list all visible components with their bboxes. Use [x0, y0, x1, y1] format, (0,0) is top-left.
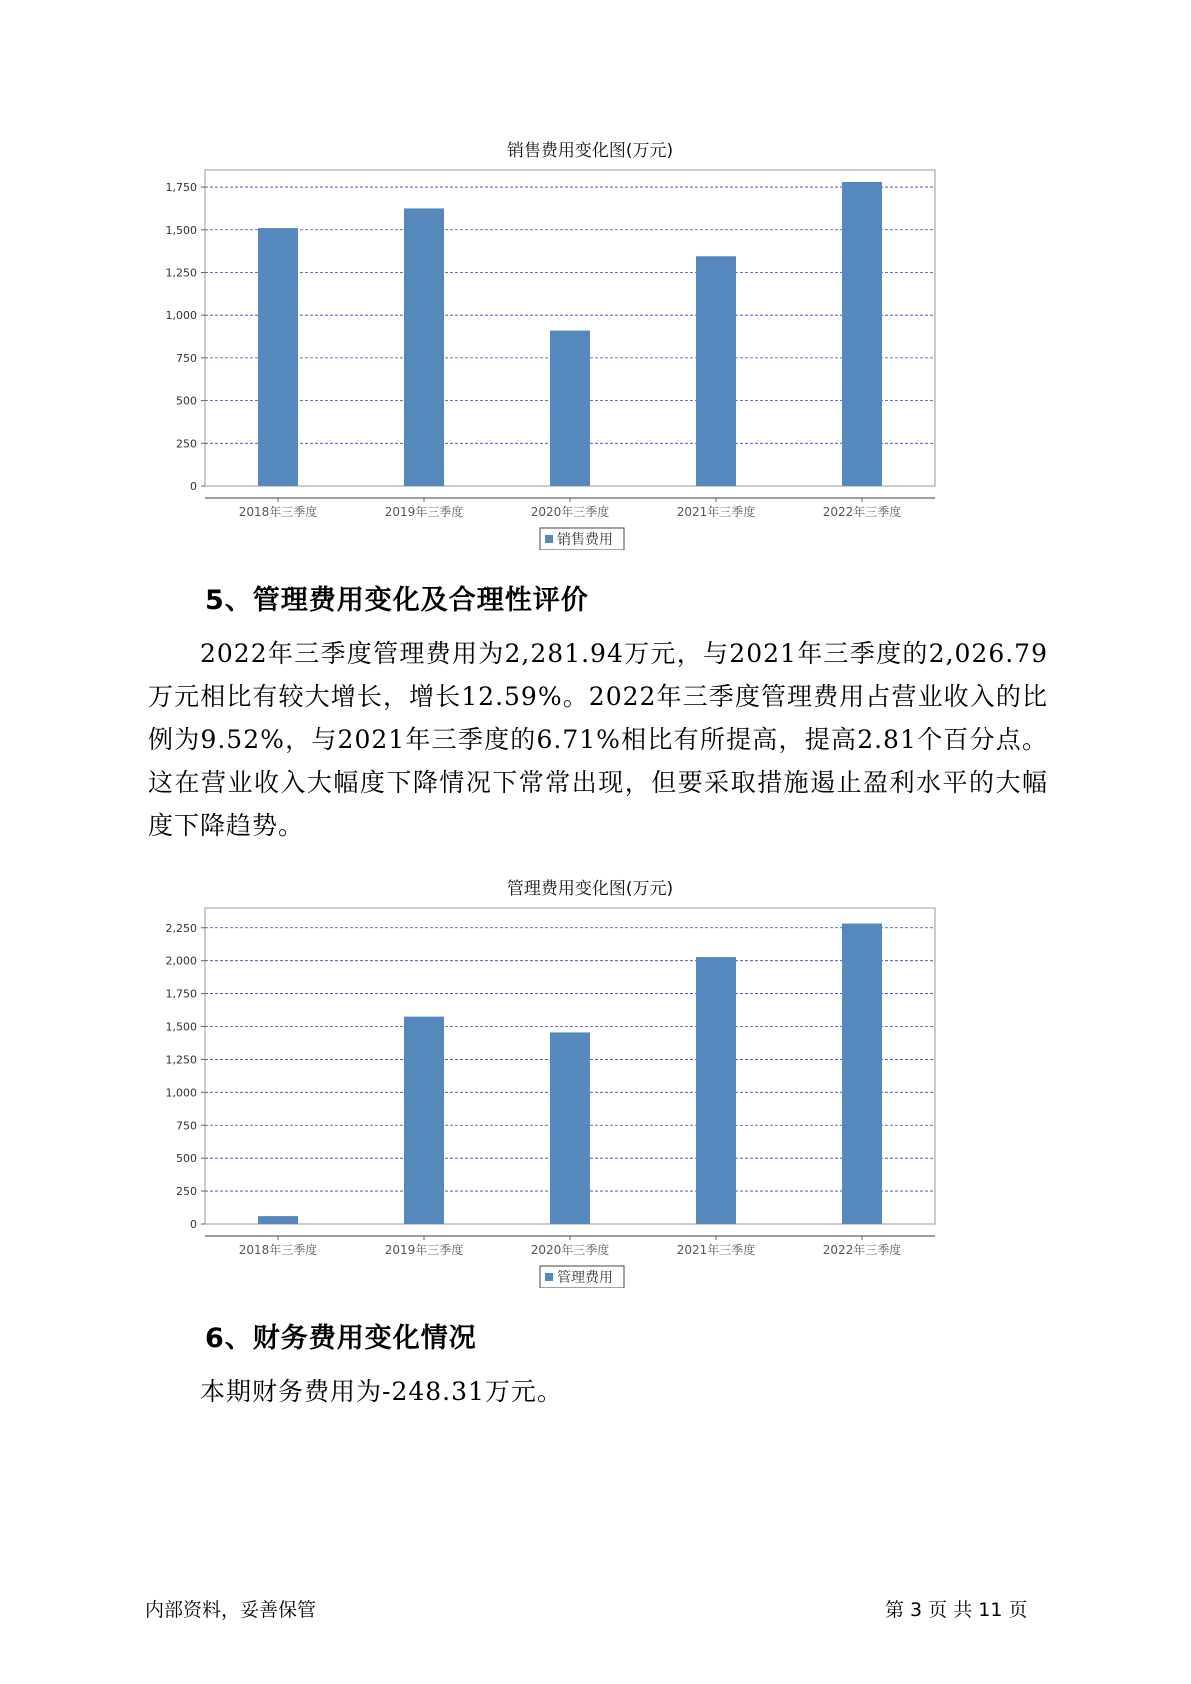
- x-tick-label: 2018年三季度: [238, 1243, 318, 1257]
- y-tick-label: 0: [190, 480, 197, 493]
- y-tick-label: 1,250: [165, 1053, 197, 1067]
- y-tick-label: 1,750: [165, 181, 197, 195]
- bar: [842, 924, 882, 1224]
- admin-expense-chart: [150, 868, 1030, 1288]
- bar: [258, 1216, 298, 1224]
- y-tick-label: 1,500: [165, 1020, 197, 1034]
- y-tick-label: 1,000: [165, 309, 197, 323]
- chart-title: 管理费用变化图(万元): [506, 879, 674, 899]
- legend-swatch: [545, 535, 553, 543]
- bar: [404, 208, 444, 486]
- x-tick-label: 2022年三季度: [822, 505, 902, 519]
- y-tick-label: 250: [176, 437, 197, 451]
- section-5-title: 5、管理费用变化及合理性评价: [205, 585, 589, 616]
- footer-page-number: 第 3 页 共 11 页: [885, 1599, 1028, 1621]
- bar: [696, 957, 736, 1224]
- y-tick-label: 750: [176, 351, 197, 365]
- x-tick-label: 2021年三季度: [676, 505, 756, 519]
- x-tick-label: 2020年三季度: [530, 1243, 610, 1257]
- section-6-title: 6、财务费用变化情况: [205, 1323, 477, 1354]
- bar: [842, 182, 882, 486]
- x-tick-label: 2018年三季度: [238, 505, 318, 519]
- y-tick-label: 1,500: [165, 223, 197, 237]
- admin-expense-chart-svg: [150, 868, 1030, 1288]
- bar: [550, 1032, 590, 1224]
- x-tick-label: 2020年三季度: [530, 505, 610, 519]
- chart-title: 销售费用变化图(万元): [506, 141, 674, 161]
- section-6-paragraph: 本期财务费用为-248.31万元。: [200, 1377, 563, 1406]
- bar: [550, 331, 590, 486]
- y-tick-label: 500: [176, 394, 197, 408]
- y-tick-label: 1,750: [165, 987, 197, 1001]
- legend-swatch: [545, 1273, 553, 1281]
- x-tick-label: 2022年三季度: [822, 1243, 902, 1257]
- y-tick-label: 2,000: [165, 954, 197, 968]
- y-tick-label: 1,250: [165, 266, 197, 280]
- section-5-paragraph: 2022年三季度管理费用为2,281.94万元，与2021年三季度的2,026.79万元相比有较大增长，增长12.59%。2022年三季度管理费用占营业收入的比例为9.52%，与2021年三季度的6.71%相比有所提高，提高2.81个百分点。这在营业收入大幅度下降情况下常常出现，但要采取措施遏止盈利水平的大幅度下降趋势。: [148, 639, 1048, 840]
- x-tick-label: 2019年三季度: [384, 505, 464, 519]
- x-tick-label: 2019年三季度: [384, 1243, 464, 1257]
- sales-expense-chart: [150, 130, 1030, 550]
- x-tick-label: 2021年三季度: [676, 1243, 756, 1257]
- footer-confidential-note: 内部资料，妥善保管: [145, 1599, 317, 1621]
- bar: [404, 1017, 444, 1224]
- legend-label: 管理费用: [557, 1270, 613, 1286]
- y-tick-label: 1,000: [165, 1086, 197, 1100]
- legend-label: 销售费用: [557, 532, 613, 548]
- bar: [696, 256, 736, 486]
- y-tick-label: 2,250: [165, 921, 197, 935]
- y-tick-label: 500: [176, 1152, 197, 1166]
- y-tick-label: 250: [176, 1185, 197, 1199]
- bar: [258, 228, 298, 486]
- y-tick-label: 0: [190, 1218, 197, 1231]
- y-tick-label: 750: [176, 1119, 197, 1133]
- sales-expense-chart-svg: [150, 130, 1030, 550]
